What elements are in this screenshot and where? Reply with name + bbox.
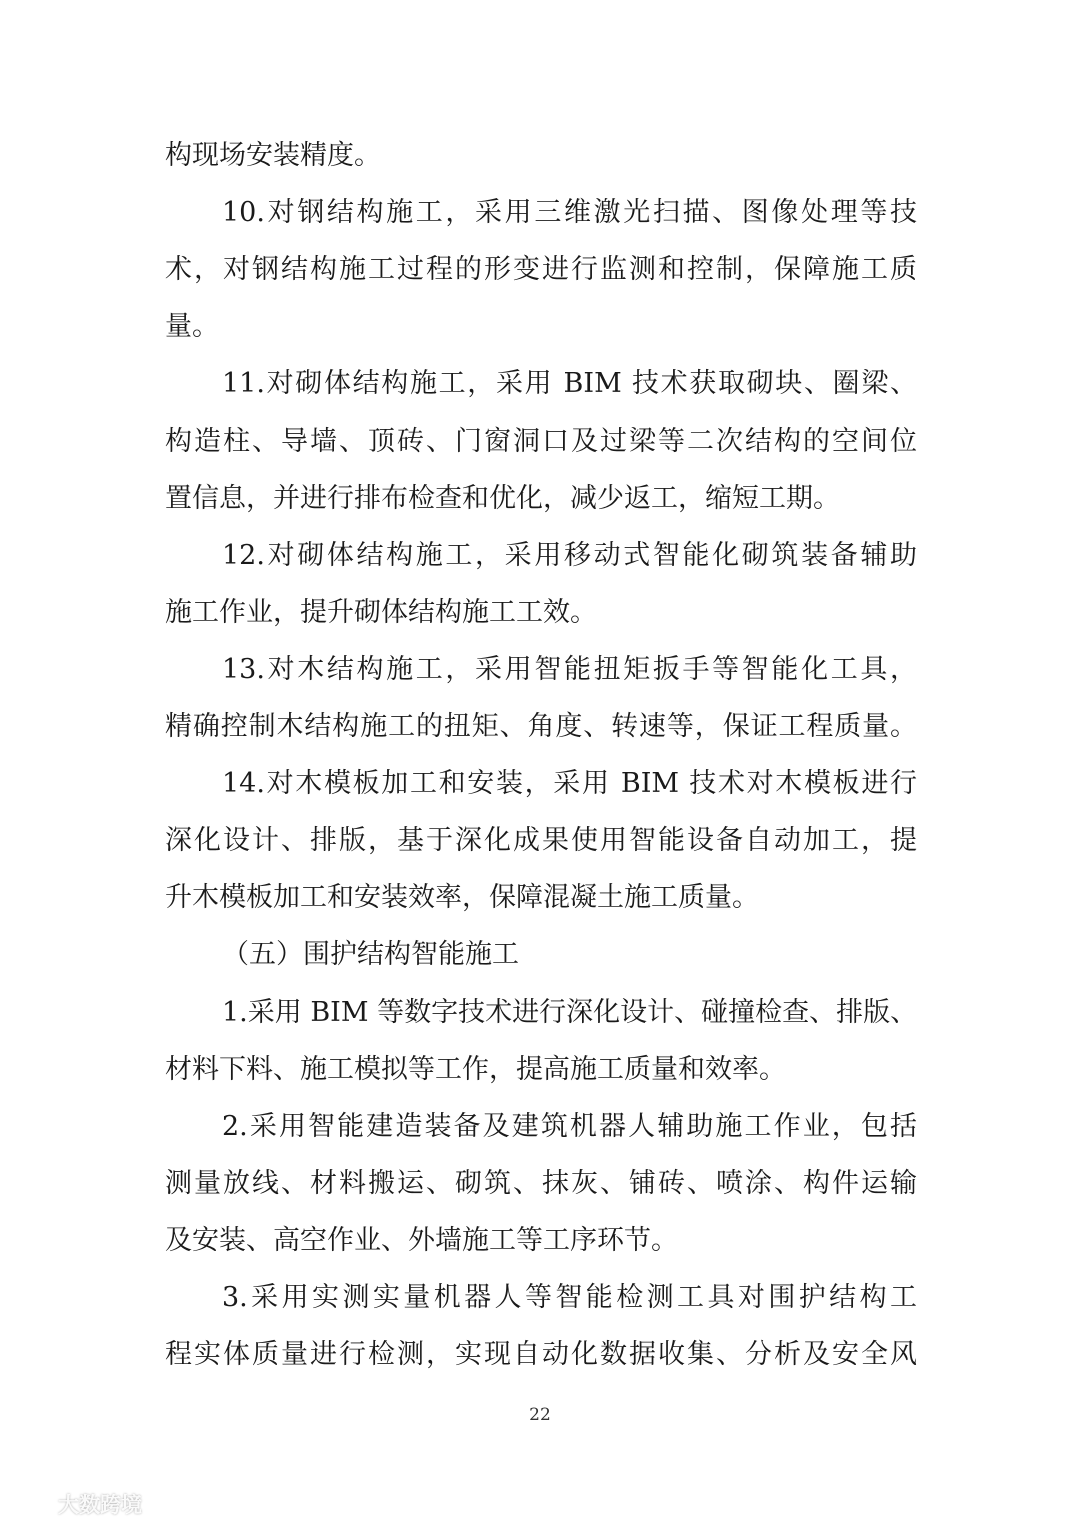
- weibo-logo-icon: [18, 1491, 52, 1517]
- text-line: 构造柱、导墙、顶砖、门窗洞口及过梁等二次结构的空间位: [165, 425, 917, 457]
- text-line: 12.对砌体结构施工，采用移动式智能化砌筑装备辅助: [222, 539, 917, 571]
- section-heading: （五）围护结构智能施工: [222, 939, 519, 971]
- watermark: [18, 1489, 142, 1519]
- text-line: 施工作业，提升砌体结构施工工效。: [165, 596, 597, 628]
- text-line: 10.对钢结构施工，采用三维激光扫描、图像处理等技: [222, 197, 917, 229]
- text-line: 精确控制木结构施工的扭矩、角度、转速等，保证工程质量。: [165, 711, 917, 742]
- text-line: 13.对木结构施工，采用智能扭矩扳手等智能化工具，: [222, 653, 917, 685]
- text-line: 3.采用实测实量机器人等智能检测工具对围护结构工: [222, 1282, 917, 1313]
- text-line: 升木模板加工和安装效率，保障混凝土施工质量。: [165, 882, 759, 914]
- watermark-text: 大数跨境: [58, 1493, 142, 1517]
- text-line: 2.采用智能建造装备及建筑机器人辅助施工作业，包括: [222, 1110, 917, 1142]
- text-line: 深化设计、排版，基于深化成果使用智能设备自动加工，提: [165, 825, 917, 857]
- text-line: 及安装、高空作业、外墙施工等工序环节。: [165, 1224, 678, 1256]
- text-line: 量。: [165, 311, 219, 343]
- text-line: 测量放线、材料搬运、砌筑、抹灰、铺砖、喷涂、构件运输: [165, 1167, 917, 1199]
- text-line: 置信息，并进行排布检查和优化，减少返工，缩短工期。: [165, 482, 840, 514]
- text-line: 1.采用 BIM 等数字技术进行深化设计、碰撞检查、排版、: [222, 996, 918, 1028]
- page-number: 22: [529, 1405, 551, 1425]
- text-line: 材料下料、施工模拟等工作，提高施工质量和效率。: [165, 1053, 786, 1085]
- text-line: 14.对木模板加工和安装，采用 BIM 技术对木模板进行: [222, 768, 917, 800]
- text-line: 术，对钢结构施工过程的形变进行监测和控制，保障施工质: [165, 254, 917, 286]
- text-line: 构现场安装精度。: [165, 140, 381, 171]
- text-line: 11.对砌体结构施工，采用 BIM 技术获取砌块、圈梁、: [222, 368, 917, 400]
- text-line: 程实体质量进行检测，实现自动化数据收集、分析及安全风: [165, 1339, 917, 1371]
